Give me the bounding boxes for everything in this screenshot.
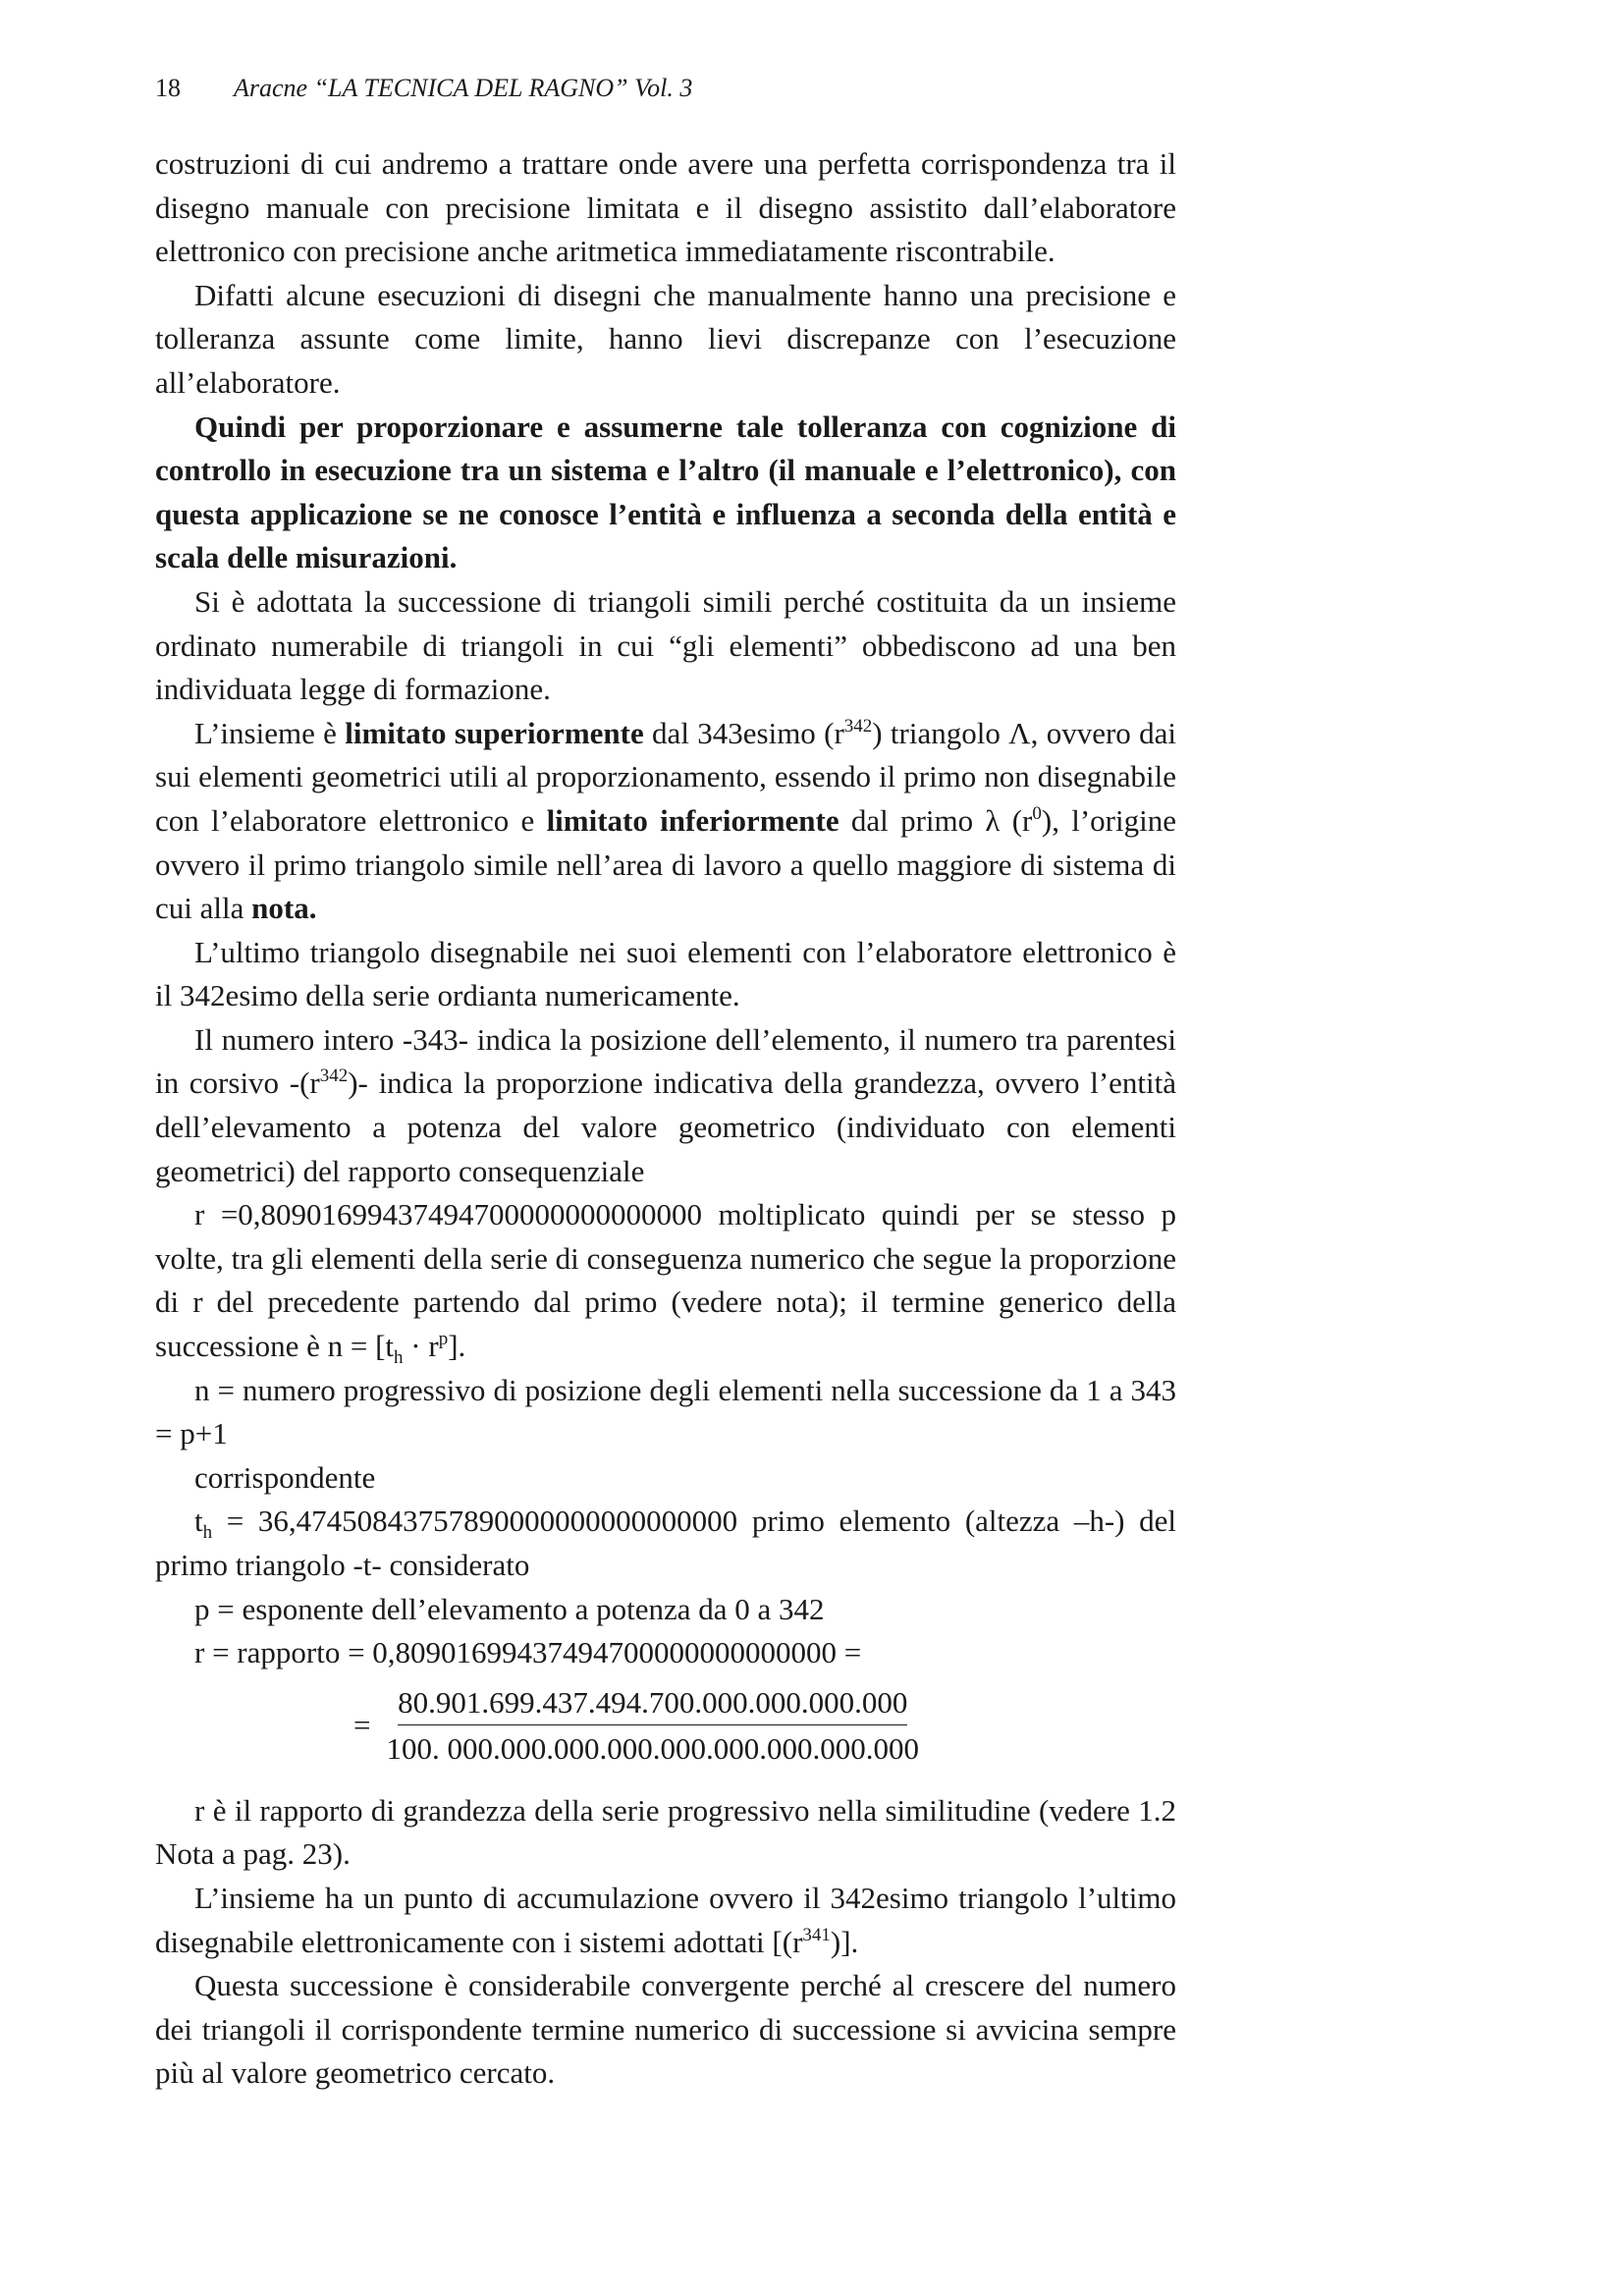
body-text <box>155 142 1176 2096</box>
text-run: ), l’origine ovvero il primo triangolo simile nell’area di lavoro a quello maggiore di sistema di cui alla <box>155 802 1176 926</box>
paragraph-5 <box>155 712 1176 931</box>
bold-term: limitato superiormente <box>345 715 644 750</box>
paragraph-15 <box>155 1877 1176 1964</box>
paragraph-6: L’ultimo triangolo disegnabile nei suoi elementi con l’elaboratore elettronico è il 342esimo della serie ordianta numericamente. <box>155 934 1176 1013</box>
text-run: dal 343esimo (r <box>643 715 844 750</box>
paragraph-1: costruzioni di cui andremo a trattare onde avere una perfetta corrispondenza tra il disegno manuale con precisione limitata e il disegno assistito dall’elaboratore elettronico con precisione anche aritmetica immediatamente riscontrabile. <box>155 146 1176 269</box>
paragraph-11 <box>155 1500 1176 1587</box>
paragraph-10: corrispondente <box>194 1459 376 1495</box>
paragraph-16: Questa successione è considerabile convergente perché al crescere del numero dei triangoli il corrispondente termine numerico di successione si avvicina sempre più al valore geometrico cercato. <box>155 1968 1176 2091</box>
text-run: L’insieme ha un punto di accumulazione ovvero il 342esimo triangolo l’ultimo disegnabile elettronicamente con i sistemi adottati [(r <box>155 1880 1176 1959</box>
subscript: h <box>394 1347 404 1369</box>
equals-sign: = <box>353 1708 371 1743</box>
fraction-denominator: 100. 000.000.000.000.000.000.000.000.000 <box>386 1731 919 1767</box>
text-run: t <box>194 1503 203 1539</box>
paragraph-7 <box>155 1018 1176 1193</box>
text-run: ]. <box>448 1329 466 1364</box>
superscript: 341 <box>802 1924 831 1945</box>
text-run: )]. <box>830 1924 859 1959</box>
running-header <box>155 69 692 108</box>
paragraph-4: Si è adottata la successione di triangoli simili perché costituita da un insieme ordinato numerabile di triangoli in cui “gli elementi” obbediscono ad una ben individuata legge di formazione. <box>155 583 1176 707</box>
text-run: = 36,47450843757890000000000000000 primo elemento (altezza –h-) del primo triangolo -t- considerato <box>155 1503 1176 1582</box>
text-run: )- indica la proporzione indicativa della grandezza, ovvero l’entità dell’elevamento a potenza del valore geometrico (individuato con elementi geometrici) del rapporto consequenziale <box>155 1066 1177 1188</box>
superscript: 342 <box>843 715 873 737</box>
fraction-body <box>386 1683 919 1769</box>
text-run: ) triangolo Λ, ovvero dai sui elementi geometrici utili al proporzionamento, essendo il primo non disegnabile con l’elaboratore elettronico e <box>155 715 1177 838</box>
text-run: r =0,80901699437494700000000000000 moltiplicato quindi per se stesso p volte, tra gli elementi della serie di conseguenza numerico che segue la proporzione di r del precedente partendo dal primo (vedere nota); il termine generico della successione è n = [t <box>155 1197 1176 1364</box>
paragraph-14: r è il rapporto di grandezza della serie progressivo nella similitudine (vedere 1.2 Nota a pag. 23). <box>155 1792 1176 1872</box>
superscript: 342 <box>319 1066 349 1087</box>
paragraph-9: n = numero progressivo di posizione degli elementi nella successione da 1 a 343 = p+1 <box>155 1372 1176 1451</box>
page-number: 18 <box>155 74 181 102</box>
paragraph-12: p = esponente dell’elevamento a potenza da 0 a 342 <box>194 1591 825 1626</box>
text-run: Il numero intero -343- indica la posizione dell’elemento, il numero tra parentesi in corsivo -(r <box>155 1021 1176 1101</box>
text-run: · r <box>403 1329 439 1364</box>
paragraph-2: Difatti alcune esecuzioni di disegni che manualmente hanno una precisione e tolleranza assunte come limite, hanno lievi discrepanze con l’esecuzione all’elaboratore. <box>155 277 1176 400</box>
text-run: L’insieme è <box>194 715 346 750</box>
ratio-fraction <box>353 1675 1176 1777</box>
subscript: h <box>202 1522 213 1544</box>
superscript: p <box>438 1329 449 1350</box>
running-title: Aracne “LA TECNICA DEL RAGNO” Vol. 3 <box>234 74 693 102</box>
bold-term: limitato inferiormente <box>546 802 839 838</box>
paragraph-3-bold <box>155 406 1176 580</box>
text-run: dal primo λ (r <box>839 802 1033 838</box>
fraction-numerator: 80.901.699.437.494.700.000.000.000.000 <box>398 1683 907 1725</box>
paragraph-8 <box>155 1193 1176 1368</box>
paragraph-13: r = rapporto = 0,80901699437494700000000000000 = <box>194 1635 862 1670</box>
superscript: 0 <box>1032 802 1042 824</box>
bold-statement: Quindi per proporzionare e assumerne tale tolleranza con cognizione di controllo in esecuzione tra un sistema e l’altro (il manuale e l’elettronico), con questa applicazione se ne conosce l’entità e influenza a seconda della entità e scala delle misurazioni. <box>155 409 1176 575</box>
bold-term: nota. <box>251 891 317 926</box>
